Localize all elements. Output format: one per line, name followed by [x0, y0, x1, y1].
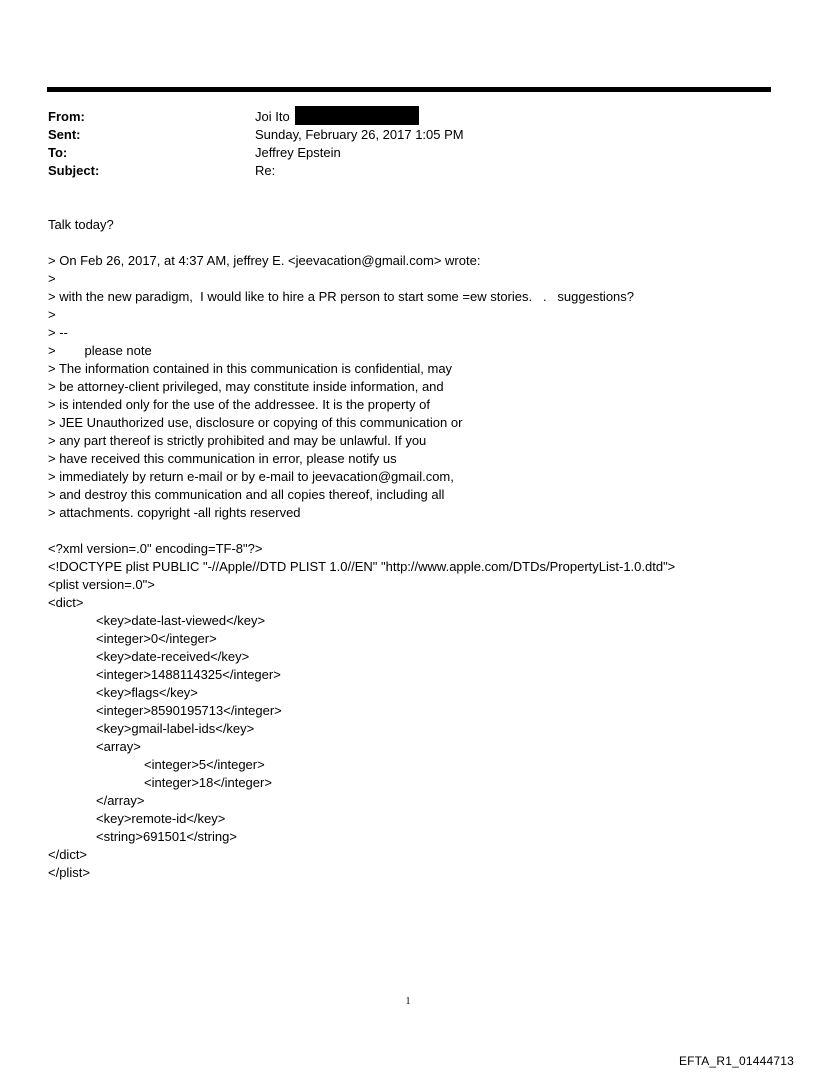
- to-value: Jeffrey Epstein: [255, 145, 341, 160]
- doctype-line: <!DOCTYPE plist PUBLIC "-//Apple//DTD PLIST 1.0//EN" "http://www.apple.com/DTDs/PropertyList-1.0.dtd">: [48, 559, 676, 574]
- from-row: [48, 108, 464, 126]
- from-name: Joi Ito: [255, 109, 290, 124]
- quote-line: > is intended only for the use of the addressee. It is the property of: [48, 397, 430, 412]
- subject-label: Subject:: [48, 163, 100, 178]
- document-id: EFTA_R1_01444713: [678, 1054, 794, 1068]
- email-body: [48, 216, 768, 882]
- subject-row: [48, 162, 464, 180]
- quote-line: > JEE Unauthorized use, disclosure or copying of this communication or: [48, 415, 463, 430]
- quote-line: > have received this communication in error, please notify us: [48, 451, 397, 466]
- dict-line: <key>flags</key>: [96, 685, 198, 700]
- dict-line: <integer>0</integer>: [96, 631, 217, 646]
- quote-line: > be attorney-client privileged, may constitute inside information, and: [48, 379, 444, 394]
- email-header: [48, 108, 464, 180]
- sent-value: Sunday, February 26, 2017 1:05 PM: [255, 127, 464, 142]
- dict-line: <key>date-received</key>: [96, 649, 250, 664]
- subject-value: Re:: [255, 163, 276, 178]
- quote-line: > with the new paradigm, I would like to hire a PR person to start some =ew stories. . suggestions?: [48, 289, 635, 304]
- dict-line: <key>gmail-label-ids</key>: [96, 721, 255, 736]
- sent-row: [48, 126, 464, 144]
- dict-line: <array>: [96, 739, 141, 754]
- dict-line: </array>: [96, 793, 145, 808]
- dict-line: <integer>8590195713</integer>: [96, 703, 282, 718]
- quote-line: > and destroy this communication and all copies thereof, including all: [48, 487, 445, 502]
- plist-close: </plist>: [48, 865, 90, 880]
- to-row: [48, 144, 464, 162]
- from-value: [255, 108, 419, 126]
- sent-label: Sent:: [48, 127, 81, 142]
- quote-line: >: [48, 307, 56, 322]
- dict-close: </dict>: [48, 847, 88, 862]
- quote-line: > please note: [48, 343, 152, 358]
- plist-open: <plist version=.0">: [48, 577, 155, 592]
- dict-line: <integer>1488114325</integer>: [96, 667, 281, 682]
- dict-open: <dict>: [48, 595, 84, 610]
- quote-line: > attachments. copyright -all rights reserved: [48, 505, 301, 520]
- dict-line: <key>date-last-viewed</key>: [96, 613, 266, 628]
- quote-line: > On Feb 26, 2017, at 4:37 AM, jeffrey E. <jeevacation@gmail.com> wrote:: [48, 253, 481, 268]
- dict-line: <string>691501</string>: [96, 829, 237, 844]
- array-item: <integer>18</integer>: [144, 775, 272, 790]
- header-rule: [47, 87, 771, 92]
- dict-line: <key>remote-id</key>: [96, 811, 226, 826]
- quote-line: >: [48, 271, 56, 286]
- quote-line: > immediately by return e-mail or by e-mail to jeevacation@gmail.com,: [48, 469, 454, 484]
- page-number: 1: [405, 996, 411, 1007]
- quote-line: > --: [48, 325, 68, 340]
- quote-line: > The information contained in this communication is confidential, may: [48, 361, 453, 376]
- xml-declaration: <?xml version=.0" encoding=TF-8"?>: [48, 541, 263, 556]
- array-item: <integer>5</integer>: [144, 757, 265, 772]
- from-label: From:: [48, 109, 85, 124]
- opening-line: Talk today?: [48, 217, 114, 232]
- plist-block: [48, 540, 768, 882]
- redaction-box: [295, 106, 419, 125]
- quoted-message: [48, 252, 768, 522]
- quote-line: > any part thereof is strictly prohibited and may be unlawful. If you: [48, 433, 427, 448]
- to-label: To:: [48, 145, 68, 160]
